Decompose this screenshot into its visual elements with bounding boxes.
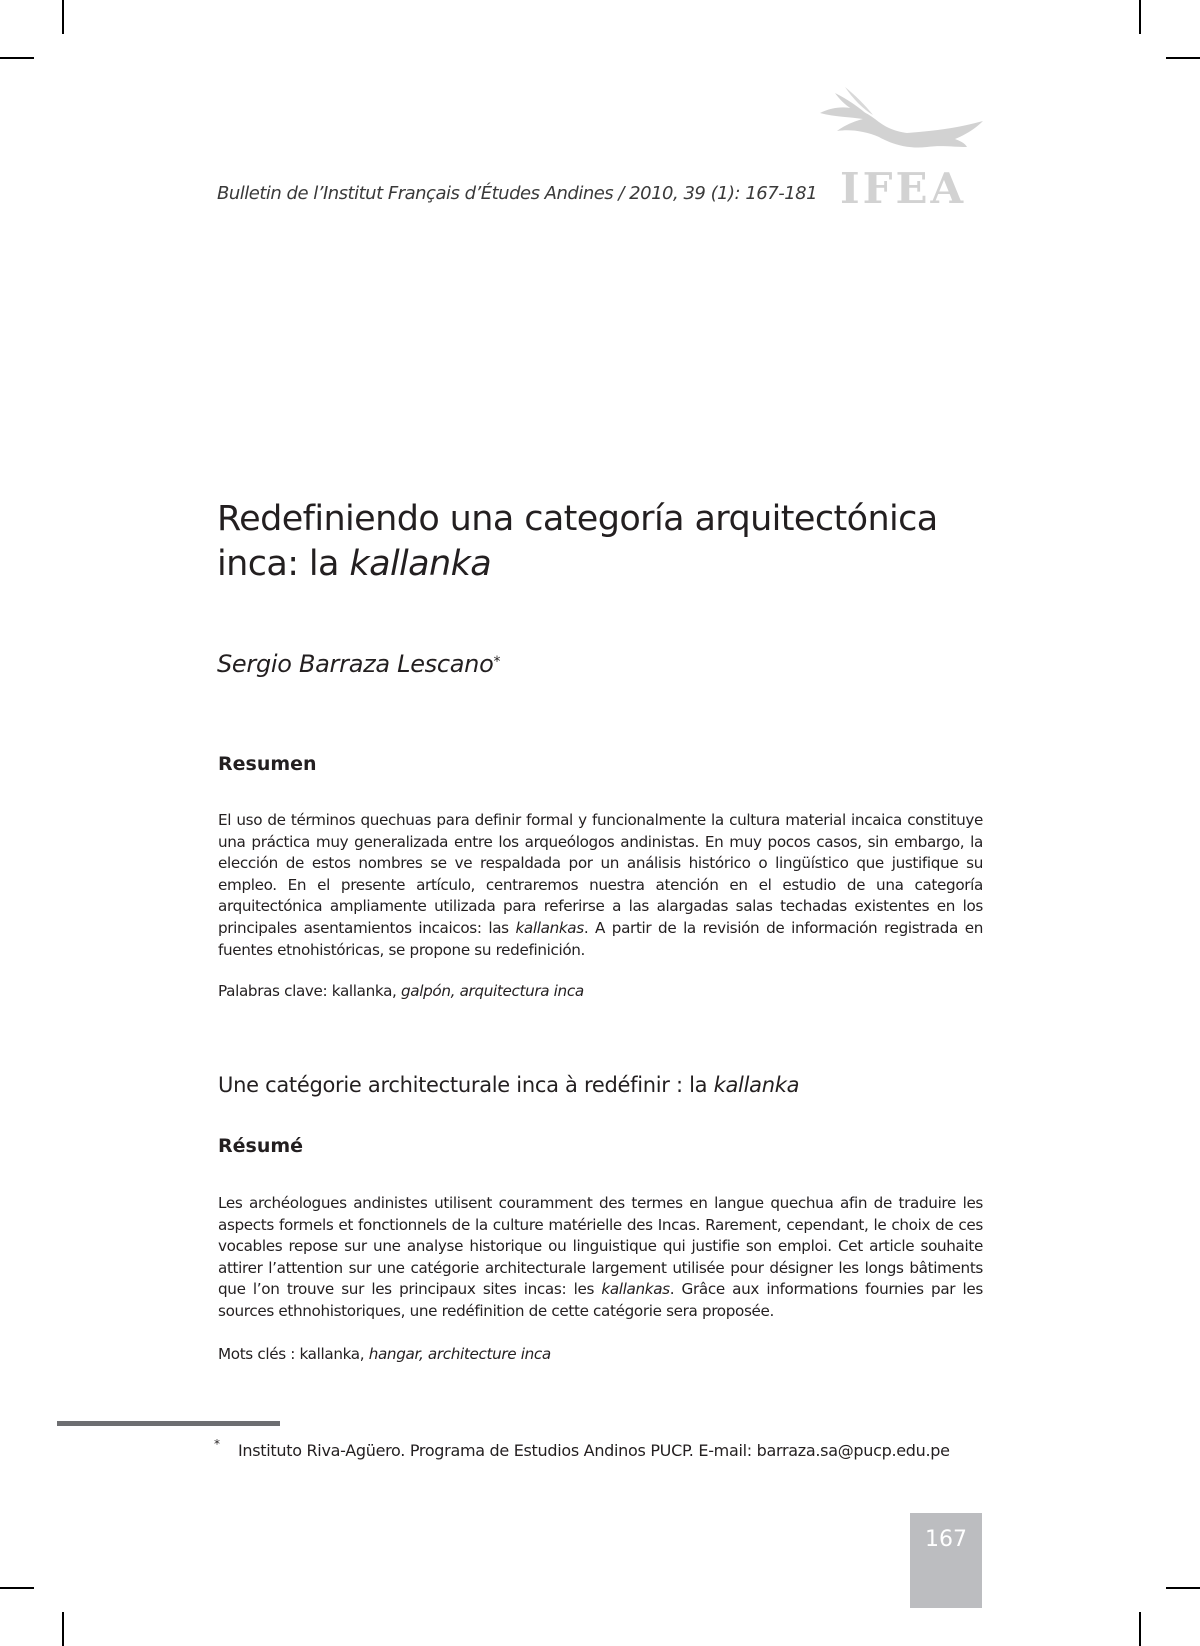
crop-mark (1139, 0, 1141, 34)
crop-mark (0, 1587, 34, 1589)
keywords-italic: galpón, arquitectura inca (401, 982, 584, 1000)
keywords-label: Mots clés : kallanka, (218, 1345, 369, 1363)
page-number-box (910, 1513, 982, 1608)
palabras-clave (218, 982, 584, 1000)
french-title-italic: kallanka (713, 1073, 800, 1097)
resume-text-part: Les archéologues andinistes utilisent couramment des termes en langue quechua afin de traduire les aspects formels et fonctionnels de la culture matérielle des Incas. Rarement, cependant, le choix de ces vocables repose sur une analyse historique ou linguistique qui justifie son emploi. Cet article souhaite attirer l’attention sur une catégorie architecturale largement utilisée pour désigner les longs bâtiments que l’on trouve sur les principaux sites incas: les (218, 1194, 983, 1299)
keywords-label: Palabras clave: kallanka, (218, 982, 401, 1000)
crop-mark (1166, 1587, 1200, 1589)
title-line-2-italic: kallanka (349, 544, 492, 584)
footnote-mark: * (214, 1437, 220, 1451)
author-text: Sergio Barraza Lescano (217, 650, 494, 678)
resumen-text (218, 810, 983, 961)
crop-mark (1139, 1612, 1141, 1646)
footnote-text: Instituto Riva-Agüero. Programa de Estudios Andinos PUCP. E-mail: barraza.sa@pucp.edu.pe (238, 1441, 950, 1460)
keywords-italic: hangar, architecture inca (368, 1345, 551, 1363)
title-line-2-prefix: inca: la (217, 544, 350, 584)
title-line-1: Redefiniendo una categoría arquitectónica (217, 499, 938, 539)
ifea-logo-text: IFEA (840, 164, 967, 213)
footnote (214, 1437, 950, 1460)
author-footnote-mark: * (493, 654, 501, 670)
crop-mark (62, 1612, 64, 1646)
mots-cles (218, 1345, 551, 1363)
french-title (218, 1073, 799, 1097)
resume-heading: Résumé (218, 1135, 304, 1157)
resumen-text-italic: kallankas (515, 918, 584, 937)
title-line-2 (217, 542, 977, 587)
crop-mark (62, 0, 64, 34)
resume-text-italic: kallankas (601, 1280, 670, 1299)
footnote-rule (57, 1421, 280, 1426)
page-number: 167 (925, 1527, 967, 1552)
resumen-text-part: . A partir de la revisión de información registrada en fuentes etnohistóricas, se propone su redefinición. (218, 918, 983, 959)
author-name (217, 650, 500, 678)
crop-mark (0, 57, 34, 59)
resume-text-part: . Grâce aux informations fournies par les sources ethnohistoriques, une redéfinition de cette catégorie sera proposée. (218, 1280, 983, 1320)
resumen-heading: Resumen (218, 753, 317, 775)
resumen-text-part: El uso de términos quechuas para definir formal y funcionalmente la cultura material incaica constituye una práctica muy generalizada entre los arqueólogos andinistas. En muy pocos casos, sin embargo, la elección de estos nombres se ve respaldada por un análisis histórico o lingüístico que justifique su empleo. En el presente artículo, centraremos nuestra atención en el estudio de una categoría arquitectónica ampliamente utilizada para referirse a las alargadas salas techadas existentes en los principales asentamientos incaicos: las (218, 811, 983, 937)
article-title (217, 497, 977, 587)
french-title-prefix: Une catégorie architecturale inca à redéfinir : la (218, 1073, 714, 1097)
crop-mark (1166, 57, 1200, 59)
resume-text (218, 1193, 983, 1323)
journal-citation: Bulletin de l’Institut Français d’Études Andines / 2010, 39 (1): 167-181 (217, 183, 818, 204)
